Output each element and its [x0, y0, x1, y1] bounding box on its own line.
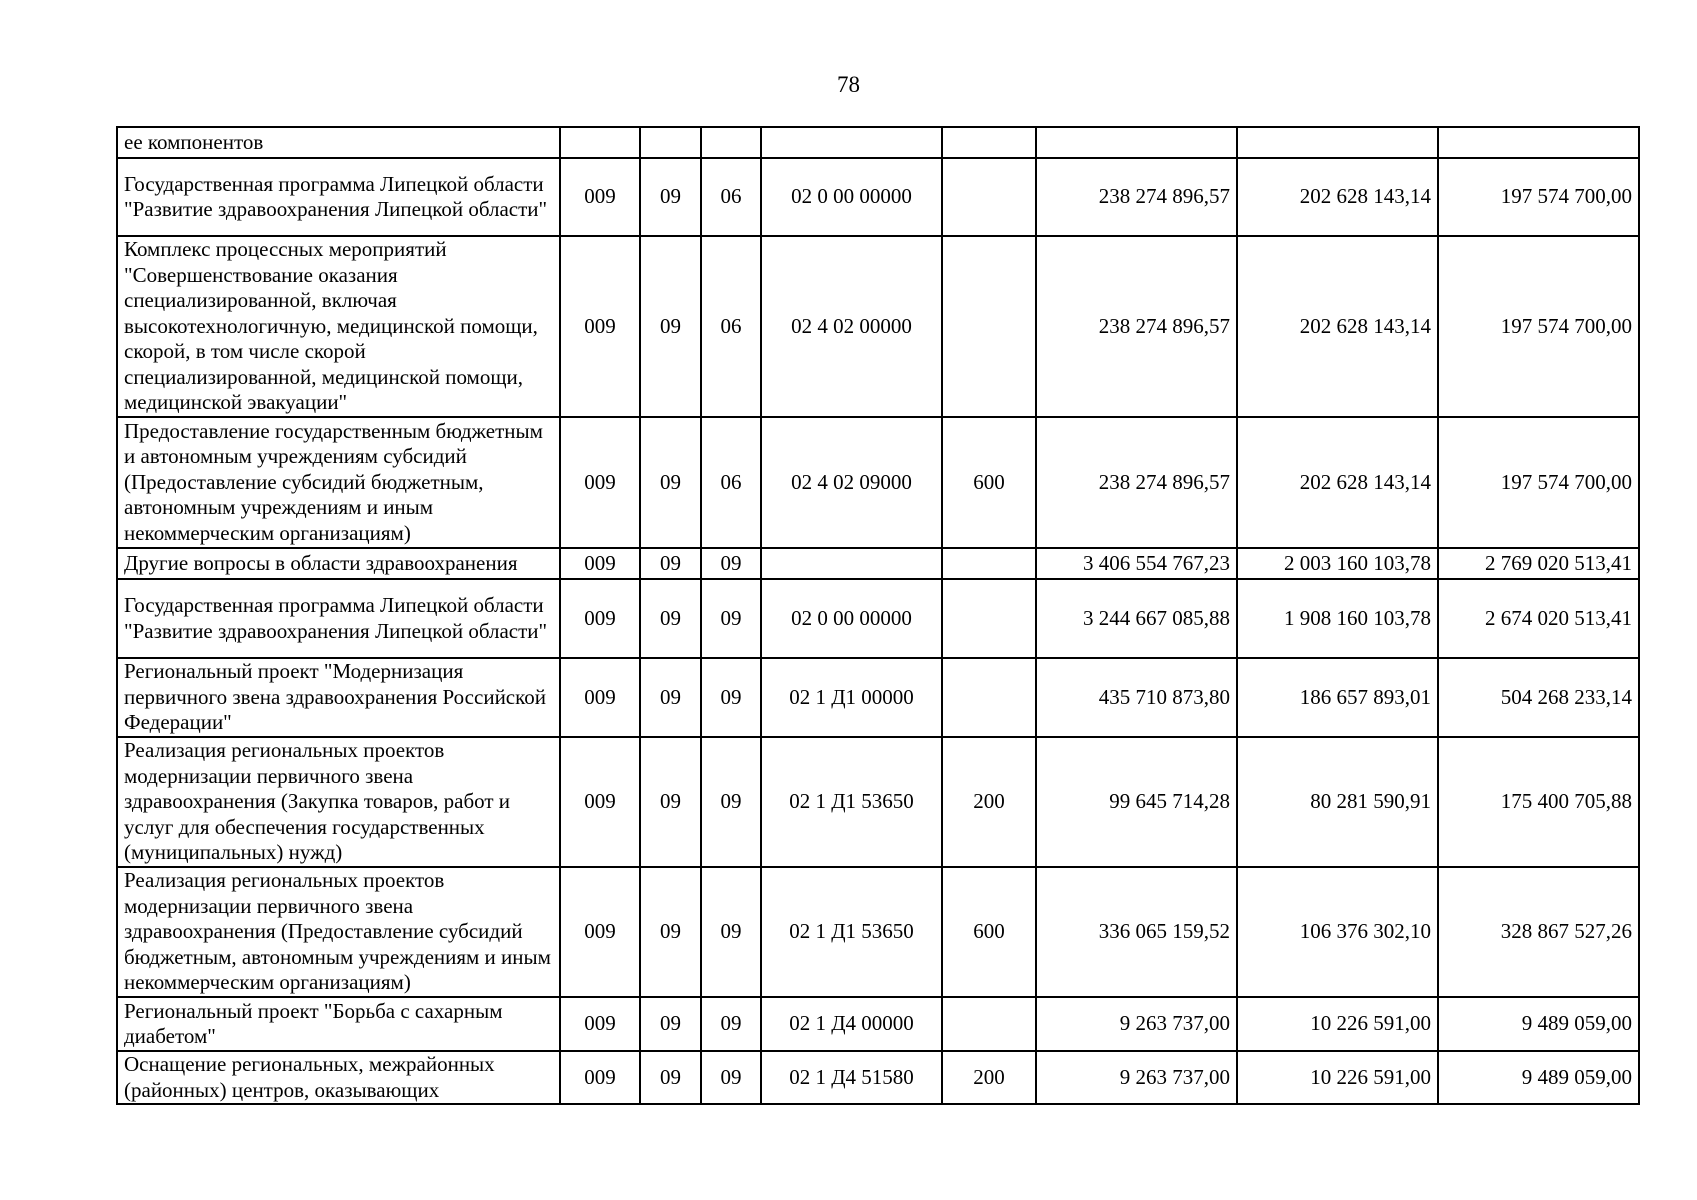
cell-sum-1: 3 244 667 085,88 — [1036, 579, 1237, 658]
cell-rz: 09 — [640, 548, 701, 579]
table-row — [117, 158, 1639, 236]
cell-rz: 09 — [640, 737, 701, 867]
cell-vr: 200 — [942, 737, 1036, 867]
cell-csr: 02 4 02 09000 — [761, 417, 942, 548]
cell-vr — [942, 158, 1036, 236]
cell-ved: 009 — [560, 1051, 640, 1104]
row-name: Региональный проект "Борьба с сахарным диабетом" — [117, 997, 560, 1051]
row-name: Оснащение региональных, межрайонных (районных) центров, оказывающих — [117, 1051, 560, 1104]
cell-vr: 200 — [942, 1051, 1036, 1104]
cell-ved: 009 — [560, 658, 640, 737]
cell-pr: 06 — [701, 417, 761, 548]
row-name: Предоставление государственным бюджетным и автономным учреждениям субсидий (Предоставление субсидий бюджетным, автономным учреждениям и иным некоммерческим организациям) — [117, 417, 560, 548]
cell-pr: 09 — [701, 867, 761, 997]
cell-csr — [761, 127, 942, 158]
cell-sum-1: 99 645 714,28 — [1036, 737, 1237, 867]
row-name: Государственная программа Липецкой области "Развитие здравоохранения Липецкой области" — [117, 158, 560, 236]
cell-sum-3: 197 574 700,00 — [1438, 158, 1639, 236]
table-row — [117, 548, 1639, 579]
cell-rz — [640, 127, 701, 158]
cell-sum-2: 10 226 591,00 — [1237, 1051, 1438, 1104]
budget-table — [116, 126, 1640, 1105]
cell-sum-2: 202 628 143,14 — [1237, 417, 1438, 548]
cell-vr — [942, 579, 1036, 658]
cell-sum-2: 106 376 302,10 — [1237, 867, 1438, 997]
table-row — [117, 236, 1639, 417]
cell-pr: 09 — [701, 548, 761, 579]
cell-ved: 009 — [560, 236, 640, 417]
cell-sum-3: 328 867 527,26 — [1438, 867, 1639, 997]
cell-sum-2: 2 003 160 103,78 — [1237, 548, 1438, 579]
cell-rz: 09 — [640, 867, 701, 997]
cell-csr: 02 1 Д4 51580 — [761, 1051, 942, 1104]
cell-sum-1: 9 263 737,00 — [1036, 1051, 1237, 1104]
cell-sum-3: 197 574 700,00 — [1438, 236, 1639, 417]
cell-rz: 09 — [640, 417, 701, 548]
cell-rz: 09 — [640, 1051, 701, 1104]
cell-ved: 009 — [560, 737, 640, 867]
row-name: Другие вопросы в области здравоохранения — [117, 548, 560, 579]
cell-vr — [942, 236, 1036, 417]
cell-sum-2: 202 628 143,14 — [1237, 236, 1438, 417]
cell-pr: 06 — [701, 158, 761, 236]
cell-sum-3 — [1438, 127, 1639, 158]
cell-sum-1: 9 263 737,00 — [1036, 997, 1237, 1051]
cell-sum-2: 1 908 160 103,78 — [1237, 579, 1438, 658]
cell-sum-3: 2 769 020 513,41 — [1438, 548, 1639, 579]
cell-sum-1: 238 274 896,57 — [1036, 236, 1237, 417]
row-name: ее компонентов — [117, 127, 560, 158]
cell-pr: 09 — [701, 1051, 761, 1104]
cell-ved: 009 — [560, 158, 640, 236]
cell-pr — [701, 127, 761, 158]
cell-csr: 02 1 Д1 00000 — [761, 658, 942, 737]
cell-sum-1: 3 406 554 767,23 — [1036, 548, 1237, 579]
table-row — [117, 867, 1639, 997]
table-row — [117, 1051, 1639, 1104]
cell-sum-1: 238 274 896,57 — [1036, 417, 1237, 548]
cell-sum-2: 10 226 591,00 — [1237, 997, 1438, 1051]
cell-ved — [560, 127, 640, 158]
cell-vr — [942, 997, 1036, 1051]
cell-vr — [942, 658, 1036, 737]
row-name: Комплекс процессных мероприятий "Совершенствование оказания специализированной, включая высокотехнологичную, медицинской помощи, скорой, в том числе скорой специализированной, медицинской помощи, медицинской эвакуации" — [117, 236, 560, 417]
cell-sum-1: 238 274 896,57 — [1036, 158, 1237, 236]
cell-csr — [761, 548, 942, 579]
table-row — [117, 737, 1639, 867]
cell-pr: 09 — [701, 737, 761, 867]
row-name: Региональный проект "Модернизация первичного звена здравоохранения Российской Федерации" — [117, 658, 560, 737]
cell-csr: 02 1 Д1 53650 — [761, 737, 942, 867]
cell-ved: 009 — [560, 867, 640, 997]
table-row — [117, 127, 1639, 158]
cell-csr: 02 4 02 00000 — [761, 236, 942, 417]
cell-sum-3: 9 489 059,00 — [1438, 1051, 1639, 1104]
cell-csr: 02 1 Д1 53650 — [761, 867, 942, 997]
cell-csr: 02 0 00 00000 — [761, 158, 942, 236]
row-name: Государственная программа Липецкой области "Развитие здравоохранения Липецкой области" — [117, 579, 560, 658]
cell-sum-2: 80 281 590,91 — [1237, 737, 1438, 867]
table-row — [117, 579, 1639, 658]
cell-sum-1: 336 065 159,52 — [1036, 867, 1237, 997]
cell-sum-3: 175 400 705,88 — [1438, 737, 1639, 867]
cell-pr: 09 — [701, 997, 761, 1051]
cell-ved: 009 — [560, 548, 640, 579]
cell-ved: 009 — [560, 417, 640, 548]
cell-ved: 009 — [560, 997, 640, 1051]
table-row — [117, 417, 1639, 548]
cell-sum-3: 504 268 233,14 — [1438, 658, 1639, 737]
cell-sum-2 — [1237, 127, 1438, 158]
cell-rz: 09 — [640, 236, 701, 417]
cell-sum-2: 186 657 893,01 — [1237, 658, 1438, 737]
cell-sum-1: 435 710 873,80 — [1036, 658, 1237, 737]
cell-pr: 09 — [701, 579, 761, 658]
cell-sum-2: 202 628 143,14 — [1237, 158, 1438, 236]
table-row — [117, 997, 1639, 1051]
page-number: 78 — [837, 72, 860, 97]
cell-csr: 02 0 00 00000 — [761, 579, 942, 658]
cell-vr — [942, 548, 1036, 579]
cell-sum-1 — [1036, 127, 1237, 158]
cell-vr: 600 — [942, 417, 1036, 548]
cell-sum-3: 9 489 059,00 — [1438, 997, 1639, 1051]
cell-rz: 09 — [640, 658, 701, 737]
cell-vr: 600 — [942, 867, 1036, 997]
cell-csr: 02 1 Д4 00000 — [761, 997, 942, 1051]
cell-sum-3: 197 574 700,00 — [1438, 417, 1639, 548]
cell-rz: 09 — [640, 158, 701, 236]
cell-vr — [942, 127, 1036, 158]
row-name: Реализация региональных проектов модернизации первичного звена здравоохранения (Предоставление субсидий бюджетным, автономным учреждениям и иным некоммерческим организациям) — [117, 867, 560, 997]
cell-rz: 09 — [640, 997, 701, 1051]
cell-pr: 09 — [701, 658, 761, 737]
table-row — [117, 658, 1639, 737]
cell-ved: 009 — [560, 579, 640, 658]
cell-rz: 09 — [640, 579, 701, 658]
row-name: Реализация региональных проектов модернизации первичного звена здравоохранения (Закупка товаров, работ и услуг для обеспечения государственных (муниципальных) нужд) — [117, 737, 560, 867]
cell-sum-3: 2 674 020 513,41 — [1438, 579, 1639, 658]
cell-pr: 06 — [701, 236, 761, 417]
